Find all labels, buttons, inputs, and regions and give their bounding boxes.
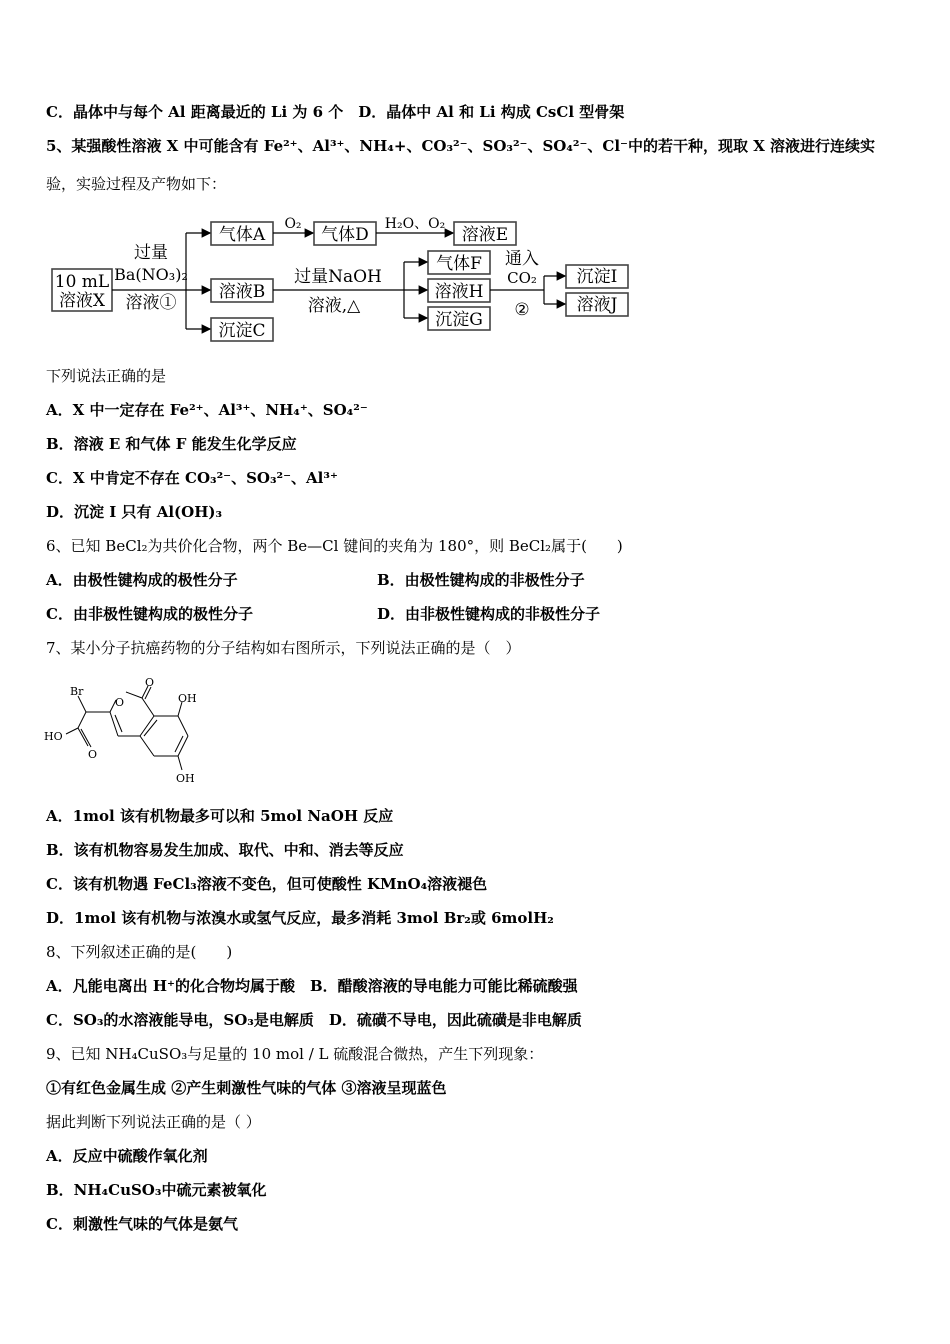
q5-option-d: D．沉淀 I 只有 Al(OH)₃ — [46, 503, 223, 521]
q9-ask: 据此判断下列说法正确的是（ ） — [46, 1113, 261, 1131]
label-reagent3-step: ② — [514, 300, 530, 320]
atom-oh-bottom: OH — [176, 772, 195, 785]
label-start-solution: 溶液X — [58, 291, 106, 311]
label-reagent3-co2: CO₂ — [507, 269, 537, 287]
atom-ho-left: HO — [44, 730, 63, 743]
label-solution-j: 溶液J — [576, 295, 618, 315]
q5-option-c: C．X 中肯定不存在 CO₃²⁻、SO₃²⁻、Al³⁺ — [46, 469, 338, 487]
q6-option-b: B．由极性键构成的非极性分子 — [377, 571, 585, 589]
label-gas-a: 气体A — [218, 225, 266, 245]
q5-option-a: A．X 中一定存在 Fe²⁺、Al³⁺、NH₄⁺、SO₄²⁻ — [46, 401, 368, 419]
q6-option-d: D．由非极性键构成的非极性分子 — [377, 605, 601, 623]
q9-option-c: C．刺激性气味的气体是氨气 — [46, 1215, 238, 1233]
label-reagent1-formula: Ba(NO₃)₂ — [114, 265, 188, 284]
q8-option-cd: C．SO₃的水溶液能导电，SO₃是电解质 D．硫磺不导电，因此硫磺是非电解质 — [46, 1011, 582, 1029]
label-solution-e: 溶液E — [461, 225, 509, 245]
label-gas-f: 气体F — [436, 254, 482, 274]
label-reagent2-heat: 溶液,△ — [307, 296, 361, 316]
atom-carbonyl-oxygen: O — [145, 676, 155, 689]
label-reagent2-naoh: 过量NaOH — [294, 267, 382, 287]
label-start-volume: 10 mL — [54, 272, 110, 292]
atom-br: Br — [70, 685, 84, 698]
q6-stem: 6、已知 BeCl₂为共价化合物，两个 Be—Cl 键间的夹角为 180°，则 BeCl₂属于( ) — [46, 537, 623, 555]
q7-option-b: B．该有机物容易发生加成、取代、中和、消去等反应 — [46, 841, 404, 859]
q8-option-ab: A．凡能电离出 H⁺的化合物均属于酸 B．醋酸溶液的导电能力可能比稀硫酸强 — [46, 977, 578, 995]
atom-oh-top: OH — [178, 692, 197, 705]
atom-ring-oxygen: O — [115, 696, 125, 709]
label-precipitate-g: 沉淀G — [435, 310, 483, 330]
q7-option-d: D．1mol 该有机物与浓溴水或氢气反应，最多消耗 3mol Br₂或 6molH₂ — [46, 909, 554, 927]
q7-option-c: C．该有机物遇 FeCl₃溶液不变色，但可使酸性 KMnO₄溶液褪色 — [46, 875, 488, 893]
q9-stem: 9、已知 NH₄CuSO₃与足量的 10 mol / L 硫酸混合微热，产生下列现象： — [46, 1045, 544, 1063]
label-precipitate-i: 沉淀I — [576, 267, 618, 287]
label-solution-b: 溶液B — [218, 282, 266, 302]
q7-molecule-structure — [40, 672, 210, 788]
label-reagent1-solution: 溶液① — [125, 293, 177, 313]
q4-option-cd: C．晶体中与每个 Al 距离最近的 Li 为 6 个 D．晶体中 Al 和 Li 构成 CsCl 型骨架 — [46, 103, 625, 121]
atom-acid-oxygen: O — [88, 748, 98, 761]
label-reagent1-excess: 过量 — [134, 243, 168, 263]
q6-option-c: C．由非极性键构成的极性分子 — [46, 605, 253, 623]
q6-option-a: A．由极性键构成的极性分子 — [46, 571, 238, 589]
label-precipitate-c: 沉淀C — [218, 321, 266, 341]
q7-option-a: A．1mol 该有机物最多可以和 5mol NaOH 反应 — [46, 807, 394, 825]
q5-flowchart — [46, 210, 646, 350]
q9-observations: ①有红色金属生成 ②产生刺激性气味的气体 ③溶液呈现蓝色 — [46, 1079, 447, 1097]
q5-stem: 5、某强酸性溶液 X 中可能含有 Fe²⁺、Al³⁺、NH₄+、CO₃²⁻、SO₃²⁻、SO₄²⁻、Cl⁻中的若干种，现取 X 溶液进行连续实 — [46, 137, 876, 155]
q5-stem-cont: 验，实验过程及产物如下： — [46, 175, 227, 193]
q9-option-b: B．NH₄CuSO₃中硫元素被氧化 — [46, 1181, 267, 1199]
q9-option-a: A．反应中硫酸作氧化剂 — [46, 1147, 208, 1165]
label-o2: O₂ — [284, 216, 302, 232]
label-h2o-o2: H₂O、O₂ — [384, 216, 446, 232]
q5-ask: 下列说法正确的是 — [46, 367, 167, 385]
label-reagent3-pass: 通入 — [505, 249, 539, 269]
label-solution-h: 溶液H — [434, 282, 484, 302]
q8-stem: 8、下列叙述正确的是( ) — [46, 943, 233, 961]
q5-option-b: B．溶液 E 和气体 F 能发生化学反应 — [46, 435, 297, 453]
label-gas-d: 气体D — [321, 225, 369, 245]
q7-stem: 7、某小分子抗癌药物的分子结构如右图所示，下列说法正确的是（ ） — [46, 639, 521, 657]
